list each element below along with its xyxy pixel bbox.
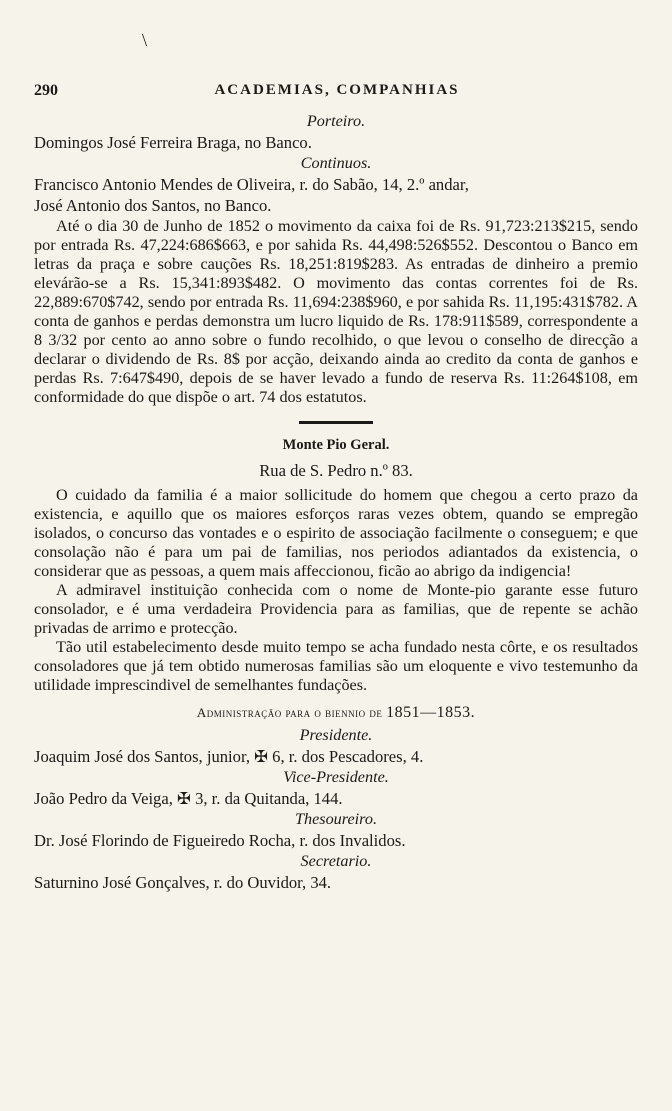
montepio-paragraph-1: O cuidado da familia é a maior sollicitude do homem que chegou a certo prazo da existencia, e aquillo que os maiores esforços raras vezes obtem, quando se empregão isolados, o concurso das vontades e o espirito de associação facilmente o conseguem; e que consolação não é para um pai de familias, nos periodos adiantados da existencia, o considerar que as pessoas, a quem mais affeccionou, ficão ao abrigo da indigencia! — [34, 486, 638, 580]
continuos-label: Continuos. — [300, 154, 372, 172]
page-number: 290 — [34, 82, 58, 99]
continuo-name-1: Francisco Antonio Mendes de Oliveira, r. do Sabão, 14, 2.º andar, — [34, 175, 469, 194]
margin-mark: \ — [142, 30, 148, 50]
administration-heading-text: Administração para o biennio de — [196, 705, 383, 720]
montepio-paragraph-3: Tão util estabelecimento desde muito tempo se acha fundado nesta côrte, e os resultados consoladores que já tem obtido numerosas familias são um eloquente e vivo testemunho da utilidade imprescindivel de semelhantes fundações. — [34, 638, 638, 694]
officer-role-secretario: Secretario. — [300, 852, 372, 870]
porteiro-label: Porteiro. — [306, 112, 366, 130]
officer-name-secretario: Saturnino José Gonçalves, r. do Ouvidor, 34. — [34, 873, 332, 892]
running-head: ACADEMIAS, COMPANHIAS — [214, 82, 460, 98]
officer-name-presidente: Joaquim José dos Santos, junior, ✠ 6, r. dos Pescadores, 4. — [34, 747, 424, 766]
officer-name-thesoureiro: Dr. José Florindo de Figueiredo Rocha, r. dos Invalidos. — [34, 831, 406, 850]
officer-role-thesoureiro: Thesoureiro. — [295, 810, 377, 828]
porteiro-name: Domingos José Ferreira Braga, no Banco. — [34, 133, 312, 152]
administration-heading — [34, 703, 638, 722]
page-body — [34, 110, 638, 894]
section-title: Monte Pio Geral. — [282, 437, 390, 453]
section-divider — [299, 421, 373, 424]
bank-report-paragraph: Até o dia 30 de Junho de 1852 o movimento da caixa foi de Rs. 91,723:213$215, sendo por entrada Rs. 47,224:686$663, e por sahida Rs. 44,498:526$552. Descontou o Banco em letras da praça e sobre cauções Rs. 18,251:819$283. As entradas de dinheiro a premio elevárão-se a Rs. 15,341:893$482. O movimento das contas correntes foi de Rs. 22,889:670$742, sendo por entrada Rs. 11,694:238$960, e por sahida Rs. 11,195:431$782. A conta de ganhos e perdas demonstra um lucro liquido de Rs. 178:911$589, correspondente a 8 3/32 por cento ao anno sobre o fundo recolhido, o que levou o conselho de direcção a declarar o dividendo de Rs. 8$ por acção, deixando ainda ao credito da conta de ganhos e perdas Rs. 7:647$490, depois de se haver levado a fundo de reserva Rs. 11:264$108, em conformidade do que dispõe o art. 74 dos estatutos. — [34, 217, 638, 406]
officer-role-vice-presidente: Vice-Presidente. — [283, 768, 389, 786]
officer-name-vice-presidente: João Pedro da Veiga, ✠ 3, r. da Quitanda, 144. — [34, 789, 343, 808]
page-header — [34, 82, 640, 108]
montepio-paragraph-2: A admiravel instituição conhecida com o nome de Monte-pio garante esse futuro consolador, e é uma verdadeira Providencia para as familias, que de repente se achão privadas de arrimo e protecção. — [34, 581, 638, 637]
continuo-name-2: José Antonio dos Santos, no Banco. — [34, 196, 272, 215]
section-address: Rua de S. Pedro n.º 83. — [259, 461, 413, 480]
officer-role-presidente: Presidente. — [299, 726, 373, 744]
administration-years: 1851—1853. — [386, 704, 476, 721]
